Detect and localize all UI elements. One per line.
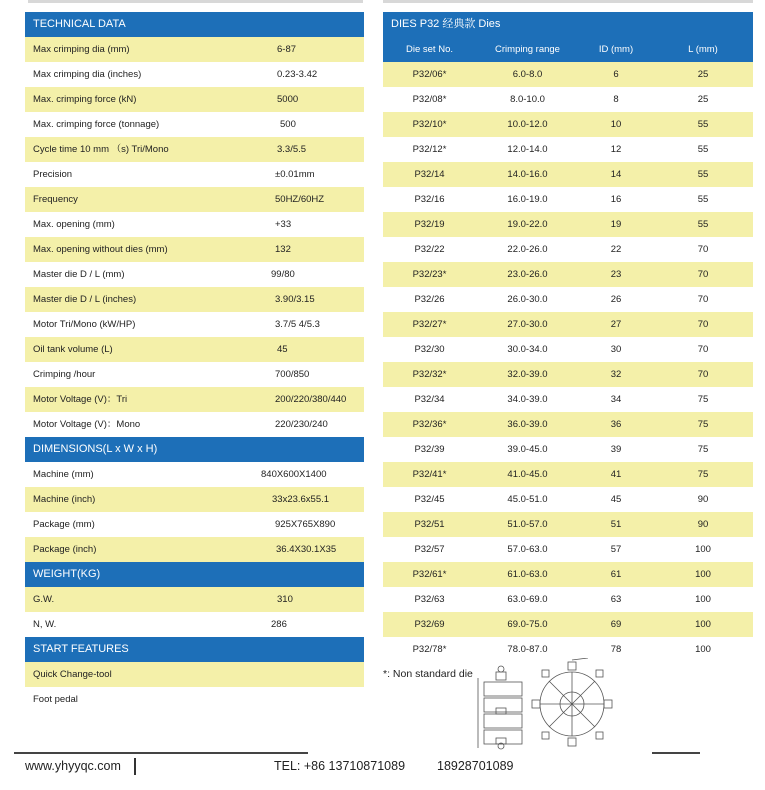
top-rule-right [383,0,753,3]
die-row [383,287,753,312]
id-mm: 30 [610,344,622,355]
die-set-no: P32/32* [412,369,447,380]
spec-row [25,212,364,237]
id-mm: 26 [610,294,622,305]
spec-label: Precision [33,169,73,180]
id-mm: 51 [610,519,622,530]
die-set-no: P32/61* [412,569,447,580]
dies-table [383,62,753,662]
die-set-no: P32/08* [412,94,447,105]
length-mm: 75 [697,469,709,480]
spec-value: 33x23.6x55.1 [272,494,330,505]
length-mm: 90 [697,519,709,530]
crimping-range: 61.0-63.0 [507,569,548,580]
length-mm: 70 [697,344,709,355]
id-mm: 63 [610,594,622,605]
die-row [383,437,753,462]
die-row [383,562,753,587]
crimping-range: 41.0-45.0 [507,469,548,480]
spec-value: 99/80 [271,269,295,280]
die-set-no: P32/78* [412,644,447,655]
spec-label: Master die D / L (mm) [33,269,125,280]
crimping-range: 32.0-39.0 [507,369,548,380]
start-features-list [25,662,364,712]
spec-value: 310 [277,594,293,605]
top-rule-left [28,0,363,3]
id-mm: 22 [610,244,622,255]
bottom-rule-right [652,752,700,754]
dies-panel [383,12,753,662]
id-mm: 36 [610,419,622,430]
length-mm: 75 [697,394,709,405]
die-set-no: P32/39 [414,444,445,455]
id-mm: 16 [610,194,622,205]
die-set-no: P32/06* [412,69,447,80]
die-row [383,337,753,362]
id-mm: 39 [610,444,622,455]
id-mm: 34 [610,394,622,405]
length-mm: 75 [697,444,709,455]
id-mm: 10 [610,119,622,130]
spec-row [25,612,364,637]
crimping-range: 16.0-19.0 [507,194,548,205]
spec-label: Motor Voltage (V)：Mono [33,419,141,430]
spec-label: Motor Tri/Mono (kW/HP) [33,319,136,330]
length-mm: 70 [697,244,709,255]
id-mm: 12 [610,144,622,155]
crimping-range: 34.0-39.0 [507,394,548,405]
length-mm: 55 [697,194,709,205]
spec-value: 925X765X890 [275,519,336,530]
crimping-range: 12.0-14.0 [507,144,548,155]
crimping-range: 26.0-30.0 [507,294,548,305]
spec-label: Frequency [33,194,78,205]
id-mm: 41 [610,469,622,480]
die-row [383,587,753,612]
die-row [383,212,753,237]
spec-row [25,187,364,212]
die-set-no: P32/57 [414,544,445,555]
spec-row [25,387,364,412]
die-row [383,362,753,387]
weight-table [25,587,364,637]
die-set-no: P32/27* [412,319,447,330]
footer-website: www.yhyyqc.com [25,759,121,773]
die-row [383,262,753,287]
spec-value: 5000 [277,94,299,105]
spec-label: Cycle time 10 mm （s) Tri/Mono [33,144,169,155]
die-row [383,512,753,537]
spec-value: 286 [271,619,287,630]
spec-row [25,312,364,337]
spec-value: 45 [277,344,288,355]
spec-row [25,237,364,262]
spec-value: 0.23-3.42 [277,69,318,80]
footer-divider [134,758,136,775]
crimping-range: 22.0-26.0 [507,244,548,255]
spec-row [25,337,364,362]
id-mm: 23 [610,269,622,280]
spec-label: Quick Change-tool [33,669,112,680]
length-mm: 70 [697,269,709,280]
footer-phone: TEL: +86 13710871089 [274,759,406,773]
id-mm: 45 [610,494,622,505]
spec-row [25,262,364,287]
col-length: L (mm) [688,44,718,55]
die-row [383,187,753,212]
technical-data-table [25,37,364,437]
id-mm: 61 [610,569,622,580]
die-set-no: P32/23* [412,269,447,280]
spec-row [25,137,364,162]
length-mm: 100 [695,594,711,605]
length-mm: 100 [695,619,711,630]
spec-value: 36.4X30.1X35 [276,544,337,555]
die-row [383,462,753,487]
spec-label: Oil tank volume (L) [33,344,113,355]
crimping-range: 10.0-12.0 [507,119,548,130]
crimping-range: 14.0-16.0 [507,169,548,180]
die-set-no: P32/12* [412,144,447,155]
spec-row [25,587,364,612]
spec-row [25,487,364,512]
spec-label: Package (mm) [33,519,95,530]
spec-label: Machine (mm) [33,469,94,480]
length-mm: 100 [695,544,711,555]
die-row [383,612,753,637]
col-id: ID (mm) [598,44,634,55]
length-mm: 55 [697,144,709,155]
crimping-range: 30.0-34.0 [507,344,548,355]
die-row [383,137,753,162]
spec-label: Max. crimping force (kN) [33,94,137,105]
die-row [383,87,753,112]
length-mm: 100 [695,569,711,580]
footer-phone-2: 18928701089 [437,759,514,773]
length-mm: 55 [697,119,709,130]
length-mm: 55 [697,169,709,180]
length-mm: 75 [697,419,709,430]
spec-row [25,162,364,187]
id-mm: 6 [613,69,619,80]
die-row [383,537,753,562]
spec-value: 700/850 [275,369,310,380]
spec-value: 840X600X1400 [261,469,327,480]
spec-value: 3.90/3.15 [275,294,315,305]
die-row [383,112,753,137]
length-mm: 25 [697,69,709,80]
start-features-header: START FEATURES [25,637,364,662]
crimping-range: 78.0-87.0 [507,644,548,655]
dimensions-header: DIMENSIONS(L x W x H) [25,437,364,462]
die-set-no: P32/51 [414,519,445,530]
crimping-range: 6.0-8.0 [512,69,543,80]
spec-row [25,62,364,87]
die-row [383,312,753,337]
die-set-no: P32/16 [414,194,445,205]
crimping-range: 8.0-10.0 [510,94,545,105]
spec-row [25,512,364,537]
spec-value: 6-87 [277,44,297,55]
spec-row [25,87,364,112]
id-mm: 8 [613,94,619,105]
spec-label: Master die D / L (inches) [33,294,137,305]
die-row [383,412,753,437]
spec-label: Motor Voltage (V)：Tri [33,394,128,405]
col-die-set: Die set No. [406,44,453,55]
col-crimping-range: Crimping range [495,44,560,55]
die-row [383,62,753,87]
die-set-no: P32/69 [414,619,445,630]
dies-header: DIES P32 经典款 Dies [383,12,753,37]
die-row [383,487,753,512]
spec-value: 3.3/5.5 [277,144,307,155]
bottom-rule-left [14,752,308,754]
die-set-no: P32/14 [414,169,445,180]
spec-value: 220/230/240 [275,419,328,430]
length-mm: 70 [697,294,709,305]
die-set-no: P32/63 [414,594,445,605]
id-mm: 32 [610,369,622,380]
spec-label: Package (inch) [33,544,97,555]
spec-row [25,537,364,562]
id-mm: 57 [610,544,622,555]
crimping-range: 39.0-45.0 [507,444,548,455]
spec-label: N, W. [33,619,57,630]
spec-label: Max crimping dia (inches) [33,69,142,80]
crimping-range: 57.0-63.0 [507,544,548,555]
spec-panel [25,12,364,712]
spec-row [25,462,364,487]
spec-value: 500 [280,119,296,130]
die-row [383,387,753,412]
id-mm: 69 [610,619,622,630]
length-mm: 25 [697,94,709,105]
crimping-range: 23.0-26.0 [507,269,548,280]
id-mm: 19 [610,219,622,230]
die-set-no: P32/45 [414,494,445,505]
non-standard-note: *: Non standard die [383,668,473,680]
spec-label: Crimping /hour [33,369,96,380]
die-row [383,162,753,187]
spec-label: Max crimping dia (mm) [33,44,130,55]
spec-label: Machine (inch) [33,494,96,505]
spec-row [25,37,364,62]
spec-row [25,662,364,687]
die-diagram-illustration [468,658,618,752]
die-set-no: P32/36* [412,419,447,430]
weight-header: WEIGHT(KG) [25,562,364,587]
spec-label: Foot pedal [33,694,78,705]
length-mm: 100 [695,644,711,655]
length-mm: 55 [697,219,709,230]
spec-row [25,112,364,137]
id-mm: 78 [610,644,622,655]
crimping-range: 45.0-51.0 [507,494,548,505]
crimping-range: 51.0-57.0 [507,519,548,530]
dies-column-headers [383,37,753,62]
spec-value: ±0.01mm [275,169,315,180]
id-mm: 14 [610,169,622,180]
die-set-no: P32/34 [414,394,445,405]
spec-label: Max. opening without dies (mm) [33,244,168,255]
spec-value: 200/220/380/440 [275,394,347,405]
spec-row [25,362,364,387]
die-set-no: P32/26 [414,294,445,305]
die-row [383,237,753,262]
length-mm: 70 [697,319,709,330]
id-mm: 27 [610,319,622,330]
spec-value: 50HZ/60HZ [275,194,325,205]
spec-value: 3.7/5 4/5.3 [275,319,320,330]
die-set-no: P32/22 [414,244,445,255]
length-mm: 70 [697,369,709,380]
spec-value: 132 [275,244,291,255]
crimping-range: 63.0-69.0 [507,594,548,605]
die-set-no: P32/30 [414,344,445,355]
die-set-no: P32/41* [412,469,447,480]
crimping-range: 69.0-75.0 [507,619,548,630]
spec-label: Max. crimping force (tonnage) [33,119,160,130]
crimping-range: 27.0-30.0 [507,319,548,330]
die-set-no: P32/10* [412,119,447,130]
crimping-range: 19.0-22.0 [507,219,548,230]
spec-row [25,687,364,712]
spec-row [25,412,364,437]
crimping-range: 36.0-39.0 [507,419,548,430]
spec-row [25,287,364,312]
die-set-no: P32/19 [414,219,445,230]
length-mm: 90 [697,494,709,505]
spec-label: Max. opening (mm) [33,219,115,230]
dimensions-table [25,462,364,562]
spec-value: +33 [275,219,292,230]
spec-label: G.W. [33,594,55,605]
technical-data-header: TECHNICAL DATA [25,12,364,37]
